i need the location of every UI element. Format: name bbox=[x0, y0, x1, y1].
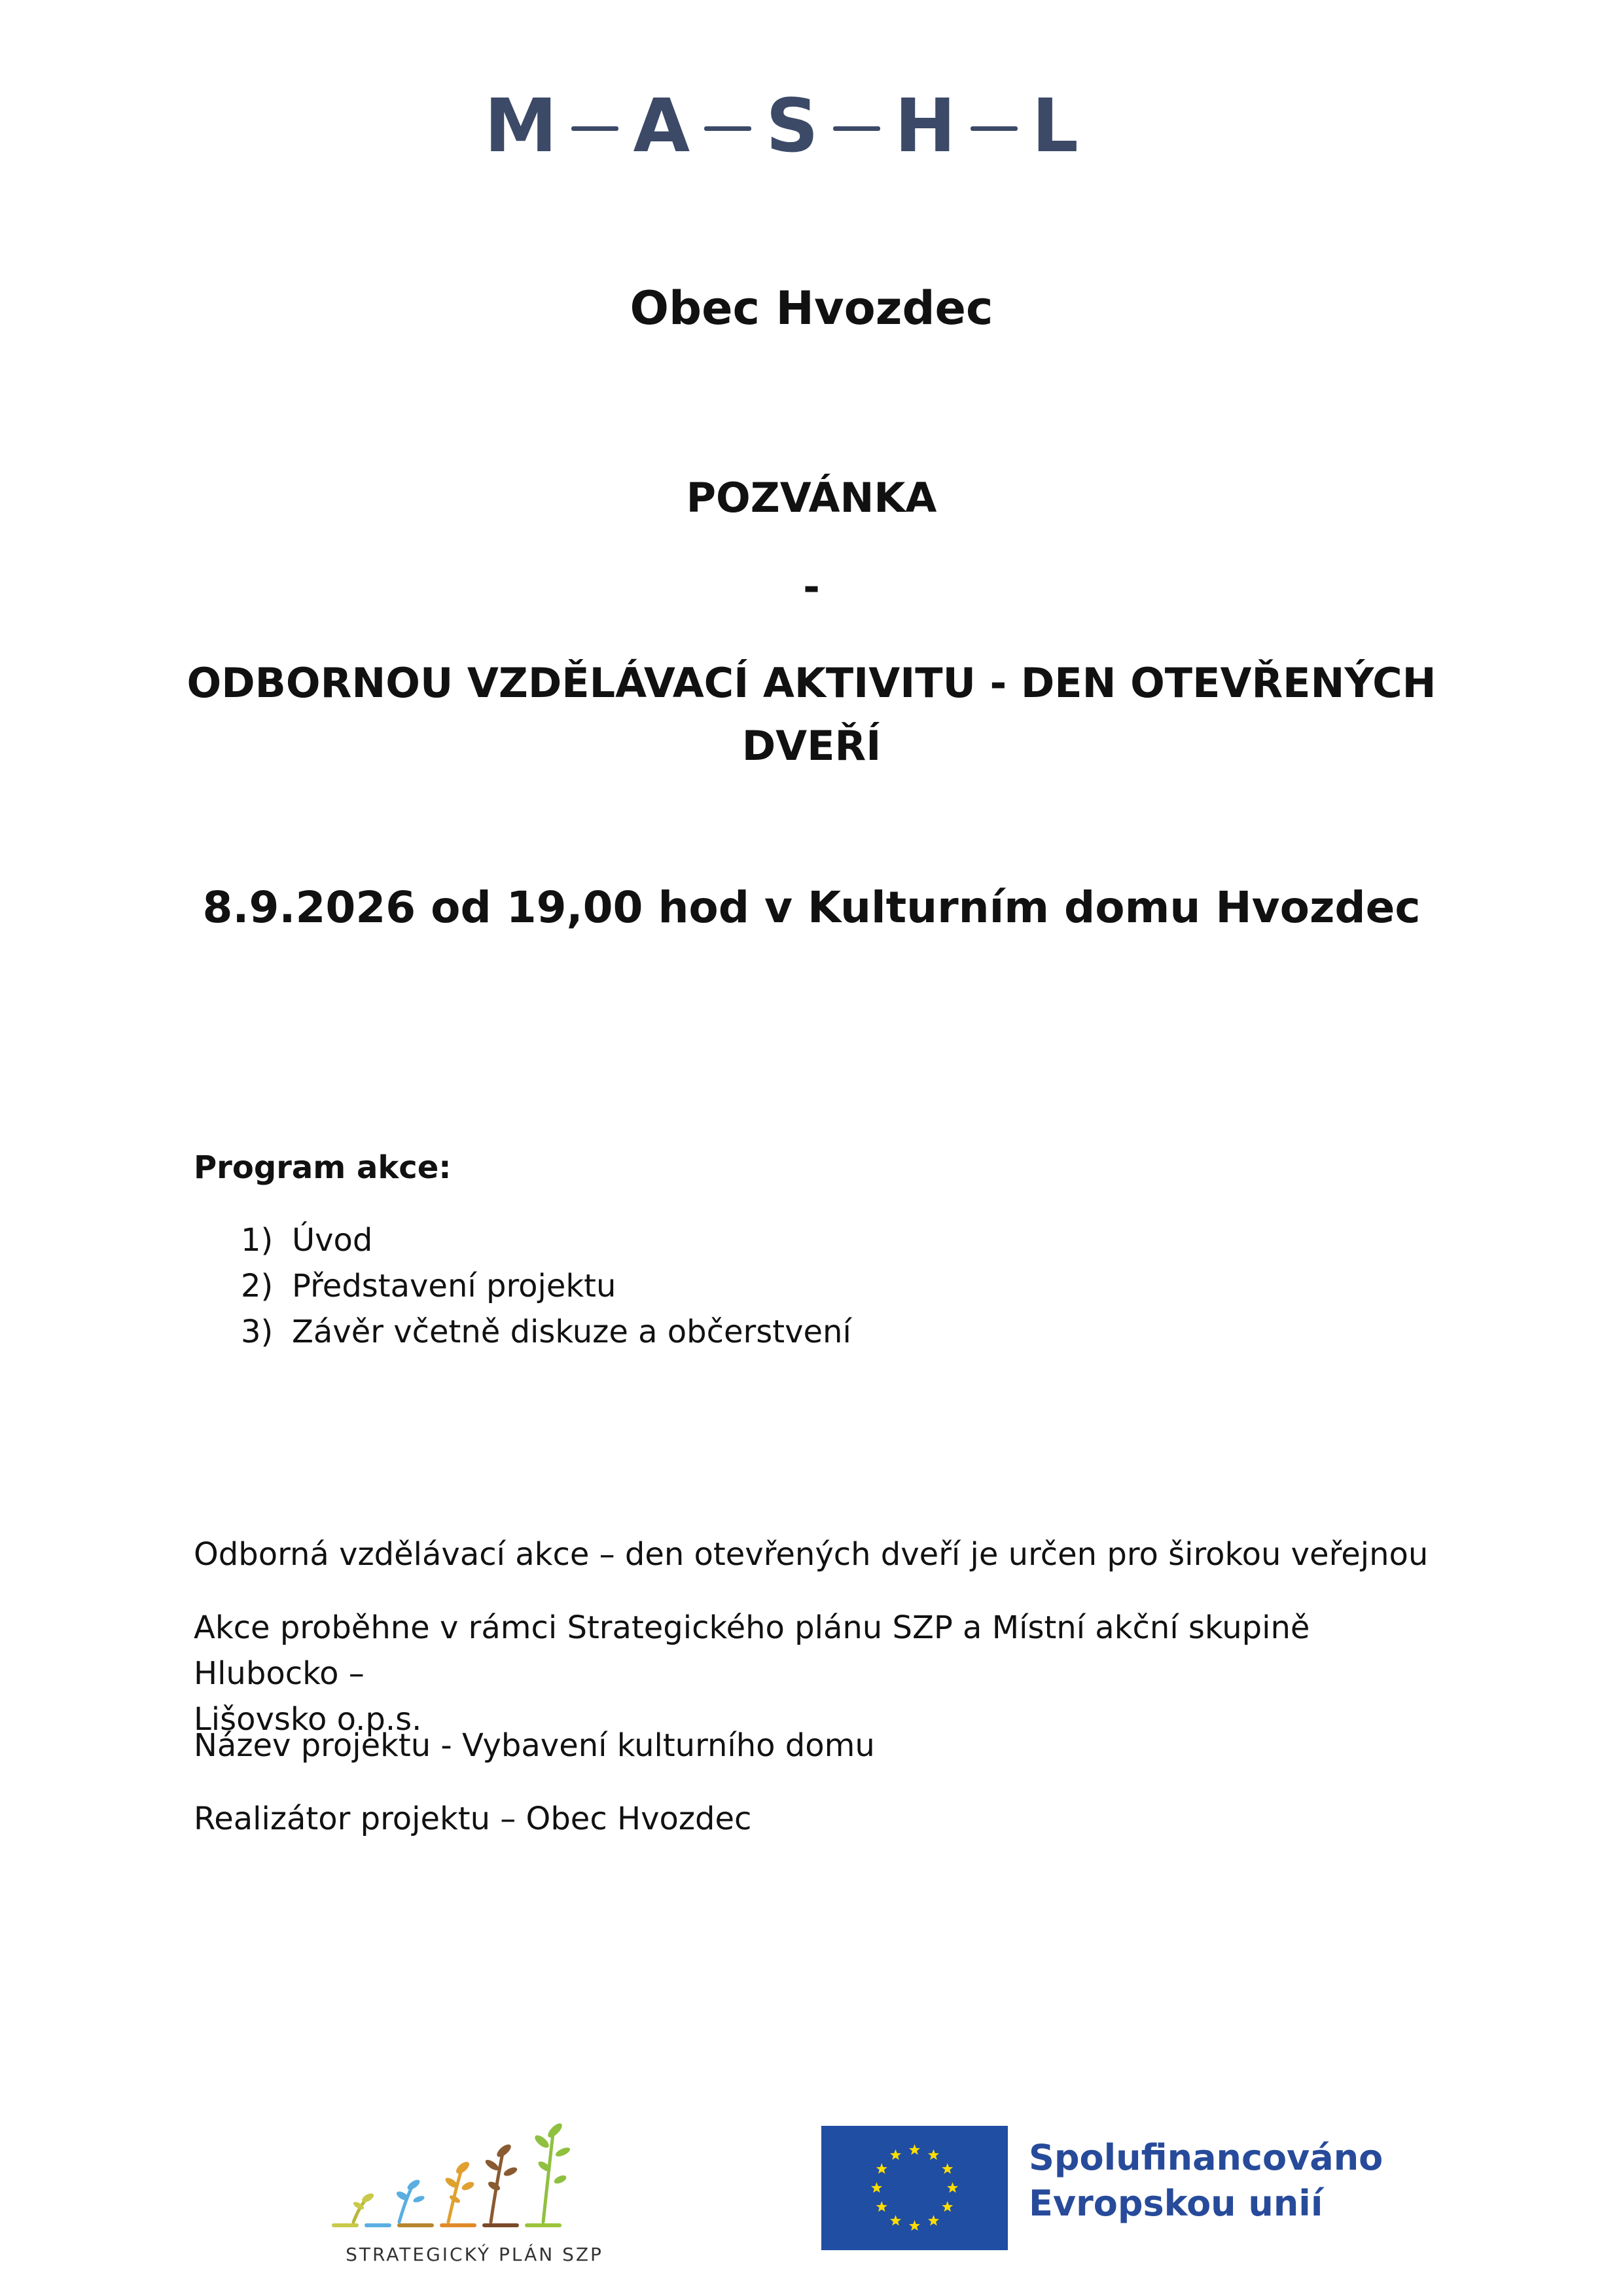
municipality-title: Obec Hvozdec bbox=[630, 281, 993, 335]
list-item-text: Představení projektu bbox=[292, 1268, 616, 1304]
project-name-paragraph: Název projektu - Vybavení kulturního domu bbox=[194, 1727, 875, 1764]
logo-letter-l: L bbox=[1031, 84, 1079, 169]
mashl-logo bbox=[484, 84, 1139, 169]
strategic-plan-logo-icon bbox=[327, 2094, 622, 2238]
eu-cofinanced-text bbox=[1029, 2135, 1383, 2227]
logo-dash bbox=[704, 126, 751, 131]
project-implementer-paragraph: Realizátor projektu – Obec Hvozdec bbox=[194, 1801, 752, 1837]
logo-letter-a: A bbox=[633, 84, 690, 169]
program-list bbox=[241, 1217, 851, 1355]
strategic-plan-label: STRATEGICKÝ PLÁN SZP bbox=[346, 2244, 603, 2265]
list-item-text: Úvod bbox=[292, 1222, 373, 1259]
logo-dash bbox=[833, 126, 880, 131]
logo-dash bbox=[571, 126, 618, 131]
event-date-location: 8.9.2026 od 19,00 hod v Kulturním domu Hvozdec bbox=[202, 882, 1421, 933]
heading-dash: - bbox=[803, 563, 820, 611]
program-heading: Program akce: bbox=[194, 1149, 452, 1186]
logo-letter-m: M bbox=[484, 84, 558, 169]
list-item-number: 2) bbox=[241, 1268, 274, 1304]
framework-line1: Akce proběhne v rámci Strategického plánu SZP a Místní akční skupině Hlubocko – bbox=[194, 1609, 1310, 1692]
list-item bbox=[241, 1217, 851, 1263]
logo-letter-h: H bbox=[894, 84, 956, 169]
list-item bbox=[241, 1263, 851, 1309]
activity-title-line1: ODBORNOU VZDĚLÁVACÍ AKTIVITU - DEN OTEVŘENÝCH bbox=[187, 659, 1436, 707]
invitation-heading: POZVÁNKA bbox=[686, 474, 937, 522]
list-item-number: 1) bbox=[241, 1222, 274, 1259]
eu-text-line2: Evropskou unií bbox=[1029, 2183, 1323, 2224]
framework-line2: Lišovsko o.p.s. bbox=[194, 1701, 422, 1738]
audience-paragraph: Odborná vzdělávací akce – den otevřených dveří je určen pro širokou veřejnou bbox=[194, 1536, 1429, 1573]
list-item-number: 3) bbox=[241, 1314, 274, 1350]
activity-title-line2: DVEŘÍ bbox=[741, 722, 882, 770]
eu-text-line1: Spolufinancováno bbox=[1029, 2137, 1383, 2178]
eu-flag-icon bbox=[821, 2126, 1008, 2250]
logo-dash bbox=[971, 126, 1018, 131]
framework-paragraph bbox=[194, 1605, 1437, 1742]
activity-title bbox=[0, 652, 1623, 778]
list-item-text: Závěr včetně diskuze a občerstvení bbox=[292, 1314, 851, 1350]
logo-letter-s: S bbox=[766, 84, 819, 169]
list-item bbox=[241, 1309, 851, 1355]
